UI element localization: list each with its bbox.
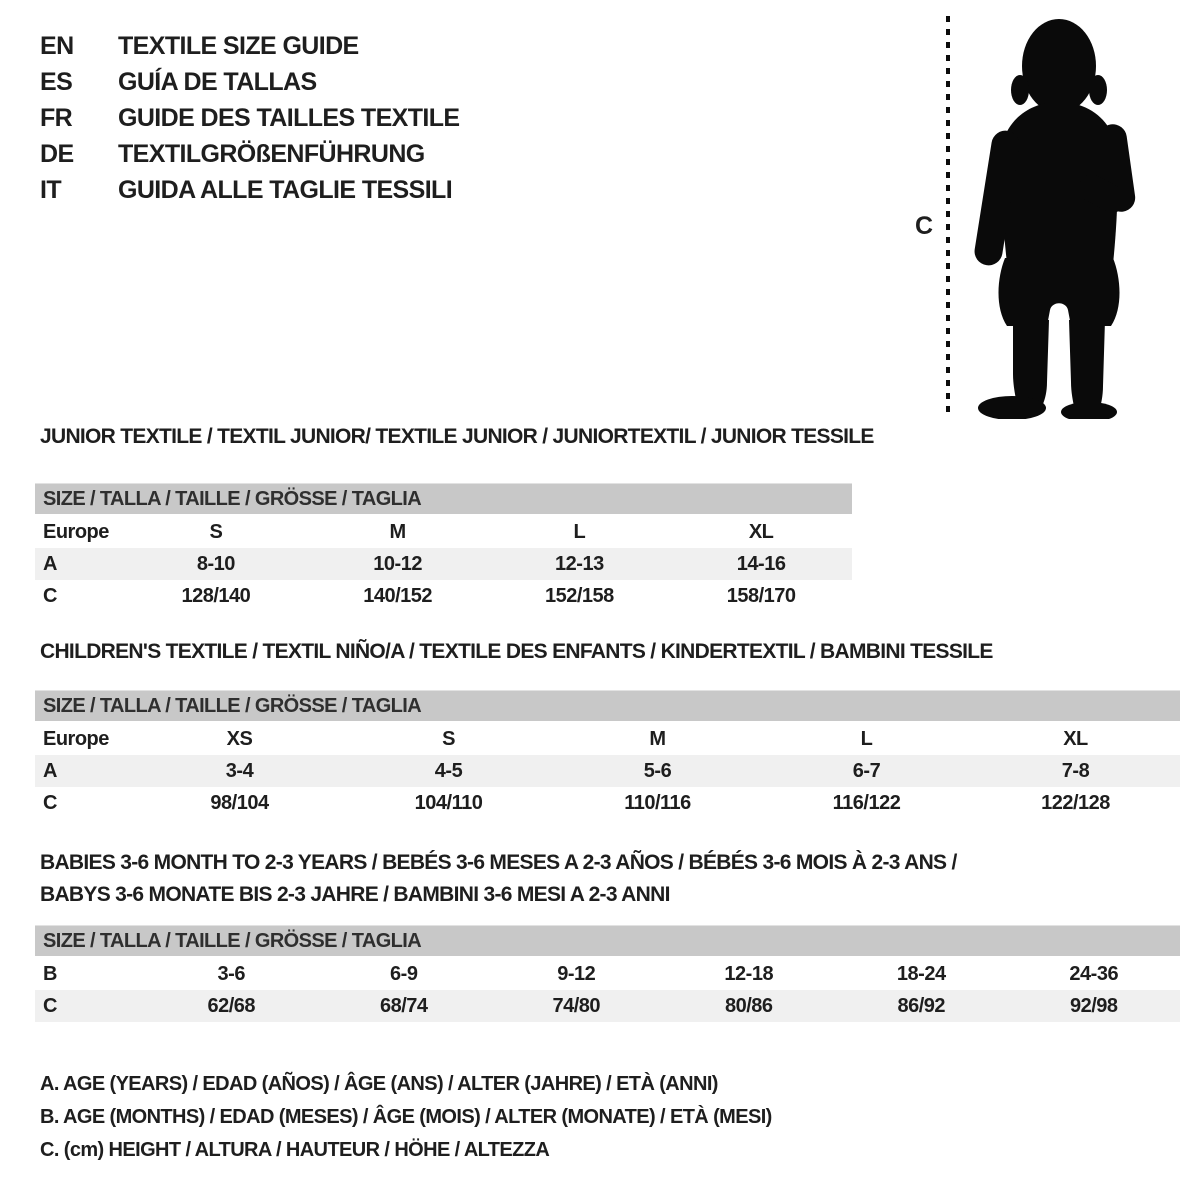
size-header-row: SIZE / TALLA / TAILLE / GRÖSSE / TAGLIA: [35, 483, 852, 514]
junior-section-title: JUNIOR TEXTILE / TEXTIL JUNIOR/ TEXTILE JUNIOR / JUNIORTEXTIL / JUNIOR TESSILE: [40, 425, 874, 448]
table-cell: XS: [226, 728, 253, 750]
language-title: TEXTILE SIZE GUIDE: [118, 32, 359, 60]
table-cell: XL: [1063, 728, 1088, 750]
row-label: Europe: [43, 521, 109, 543]
children-section-title: CHILDREN'S TEXTILE / TEXTIL NIÑO/A / TEXTILE DES ENFANTS / KINDERTEXTIL / BAMBINI TESSILE: [40, 640, 993, 663]
table-cell: 18-24: [896, 963, 946, 985]
table-cell: 62/68: [207, 995, 256, 1017]
table-cell: 92/98: [1069, 995, 1118, 1017]
language-code: ES: [40, 68, 73, 96]
junior-size-table: [35, 483, 852, 612]
legend-line-a: A. AGE (YEARS) / EDAD (AÑOS) / ÂGE (ANS) / ALTER (JAHRE) / ETÀ (ANNI): [40, 1073, 718, 1095]
height-figure: [913, 14, 1147, 422]
language-row: [40, 136, 460, 172]
table-row: [35, 548, 852, 580]
row-label: Europe: [43, 728, 109, 750]
table-cell: 9-12: [557, 963, 596, 985]
babies-section-title-line1: BABIES 3-6 MONTH TO 2-3 YEARS / BEBÉS 3-6 MESES A 2-3 AÑOS / BÉBÉS 3-6 MOIS À 2-3 ANS /: [40, 851, 957, 874]
table-row: [35, 516, 852, 548]
size-header-row: SIZE / TALLA / TAILLE / GRÖSSE / TAGLIA: [35, 690, 1180, 721]
table-cell: 4-5: [434, 760, 463, 782]
table-cell: 104/110: [414, 792, 483, 814]
table-cell: M: [389, 521, 406, 543]
size-header-row: SIZE / TALLA / TAILLE / GRÖSSE / TAGLIA: [35, 925, 1180, 956]
table-cell: 10-12: [373, 553, 422, 575]
row-label: B: [43, 963, 57, 985]
table-cell: 74/80: [552, 995, 601, 1017]
table-cell: 128/140: [181, 585, 251, 607]
row-label: A: [43, 553, 57, 575]
language-row: [40, 28, 460, 64]
table-cell: 3-6: [217, 963, 245, 985]
babies-section-title-line2: BABYS 3-6 MONATE BIS 2-3 JAHRE / BAMBINI 3-6 MESI A 2-3 ANNI: [40, 883, 670, 906]
table-cell: 12-18: [724, 963, 774, 985]
table-row: [35, 723, 1180, 755]
table-cell: 122/128: [1041, 792, 1110, 814]
table-cell: 6-9: [390, 963, 418, 985]
language-code: EN: [40, 32, 74, 60]
table-cell: 6-7: [852, 760, 881, 782]
legend-line-b: B. AGE (MONTHS) / EDAD (MESES) / ÂGE (MOIS) / ALTER (MONATE) / ETÀ (MESI): [40, 1106, 772, 1128]
table-row: [35, 755, 1180, 787]
row-label: A: [43, 760, 57, 782]
row-label: C: [43, 585, 57, 607]
legend-line-c: C. (cm) HEIGHT / ALTURA / HAUTEUR / HÖHE / ALTEZZA: [40, 1139, 550, 1161]
table-cell: 3-4: [225, 760, 254, 782]
language-title: GUÍA DE TALLAS: [118, 68, 317, 96]
legend: [40, 1068, 772, 1167]
table-cell: XL: [748, 521, 774, 543]
table-row: [35, 787, 1180, 819]
table-cell: 116/122: [832, 792, 901, 814]
table-cell: L: [573, 521, 586, 543]
table-cell: 24-36: [1069, 963, 1119, 985]
babies-size-table: [35, 925, 1180, 1022]
table-cell: 68/74: [379, 995, 428, 1017]
table-cell: S: [209, 521, 223, 543]
table-cell: 8-10: [196, 553, 235, 575]
row-label: C: [43, 792, 57, 814]
language-code: IT: [40, 176, 62, 204]
height-measure-dashed-line: [945, 16, 951, 418]
language-title: GUIDE DES TAILLES TEXTILE: [118, 104, 460, 132]
table-cell: M: [649, 728, 666, 750]
table-cell: 158/170: [726, 585, 796, 607]
table-row: [35, 958, 1180, 990]
height-marker-label: C: [915, 212, 934, 240]
table-cell: 98/104: [210, 792, 269, 814]
language-row: [40, 172, 460, 208]
table-cell: 12-13: [555, 553, 604, 575]
toddler-silhouette-image: [967, 14, 1147, 419]
table-cell: 86/92: [897, 995, 946, 1017]
table-row: [35, 580, 852, 612]
language-code: FR: [40, 104, 73, 132]
language-title: GUIDA ALLE TAGLIE TESSILI: [118, 176, 453, 204]
language-row: [40, 64, 460, 100]
table-cell: 80/86: [724, 995, 773, 1017]
table-cell: 110/116: [624, 792, 691, 814]
children-size-table: [35, 690, 1180, 819]
language-row: [40, 100, 460, 136]
table-row: [35, 990, 1180, 1022]
language-title-list: [40, 28, 460, 208]
table-cell: L: [860, 728, 873, 750]
row-label: C: [43, 995, 57, 1017]
table-cell: 140/152: [363, 585, 433, 607]
table-cell: 5-6: [643, 760, 672, 782]
table-cell: S: [442, 728, 455, 750]
table-cell: 14-16: [736, 553, 786, 575]
table-cell: 152/158: [544, 585, 614, 607]
language-code: DE: [40, 140, 74, 168]
language-title: TEXTILGRÖßENFÜHRUNG: [118, 140, 425, 168]
table-cell: 7-8: [1061, 760, 1090, 782]
